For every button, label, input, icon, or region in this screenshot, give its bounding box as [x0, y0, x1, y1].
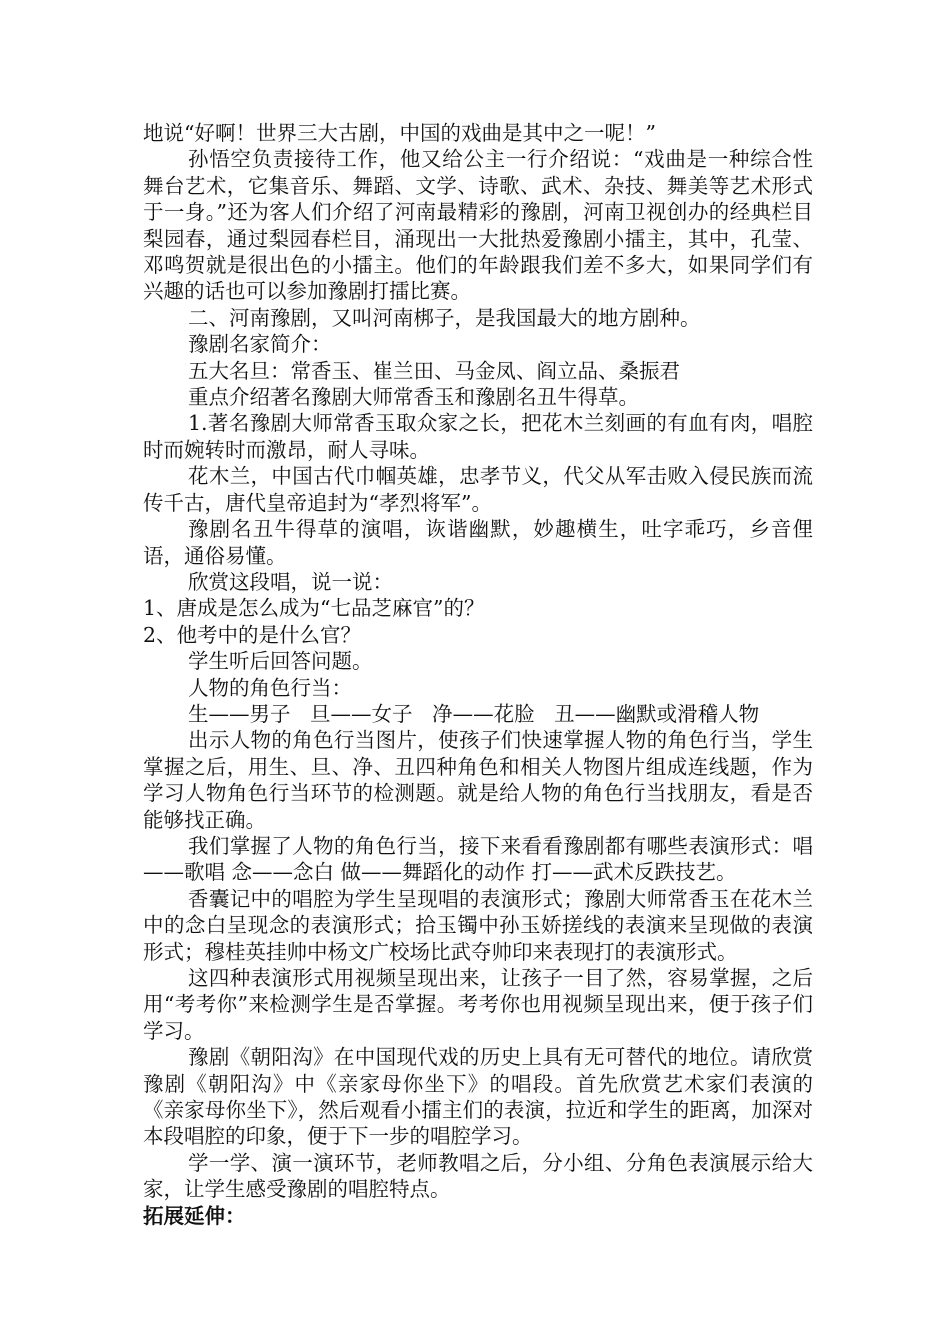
paragraph-listen-prompt: 欣赏这段唱，说一说： — [188, 569, 393, 594]
question-2: 2、他考中的是什么官？ — [143, 622, 362, 647]
paragraph-hua-mulan: 花木兰，中国古代巾帼英雄，忠孝节义，代父从军击败入侵民族而流传千古，唐代皇帝追封为“孝烈将军”。 — [143, 464, 813, 515]
paragraph-five-dan: 五大名旦：常香玉、崔兰田、马金凤、阎立品、桑振君 — [188, 358, 680, 383]
paragraph-performance-forms: 我们掌握了人物的角色行当，接下来看看豫剧都有哪些表演形式：唱——歌唱 念——念白 做——舞蹈化的动作 打——武术反跌技艺。 — [143, 833, 813, 885]
paragraph-chaoyanggou: 豫剧《朝阳沟》在中国现代戏的历史上具有无可替代的地位。请欣赏豫剧《朝阳沟》中《亲家母你坐下》的唱段。首先欣赏艺术家们表演的《亲家母你坐下》，然后观看小擂主们的表演，拉近和学生的距离，加深对本段唱腔的印象，便于下一步的唱腔学习。 — [143, 1045, 813, 1149]
paragraph-role-types-list: 生——男子 旦——女子 净——花脸 丑——幽默或滑稽人物 — [188, 701, 760, 726]
paragraph-continuation: 地说“好啊！世界三大古剧，中国的戏曲是其中之一呢！” — [143, 121, 656, 145]
paragraph-learn-perform: 学一学、演一演环节，老师教唱之后，分小组、分角色表演展示给大家，让学生感受豫剧的唱腔特点。 — [143, 1150, 813, 1202]
paragraph-form-examples: 香囊记中的唱腔为学生呈现唱的表演形式；豫剧大师常香玉在花木兰中的念白呈现念的表演形式；拾玉镯中孙玉娇搓线的表演来呈现做的表演形式；穆桂英挂帅中杨文广校场比武夺帅印来表现打的表演形式。 — [143, 886, 813, 964]
question-1: 1、唐成是怎么成为“七品芝麻官”的？ — [143, 596, 485, 621]
paragraph-niu-decao: 豫剧名丑牛得草的演唱，诙谐幽默，妙趣横生，吐字乖巧，乡音俚语，通俗易懂。 — [143, 517, 813, 568]
paragraph-masters-intro: 豫剧名家简介： — [188, 332, 332, 357]
paragraph-key-masters: 重点介绍著名豫剧大师常香玉和豫剧名丑牛得草。 — [188, 385, 639, 410]
paragraph-chang-xiangyu: 1.著名豫剧大师常香玉取众家之长，把花木兰刻画的有血有肉，唱腔时而婉转时而激昂，耐人寻味。 — [143, 411, 813, 462]
paragraph-video-forms: 这四种表演形式用视频呈现出来，让孩子一目了然，容易掌握，之后用“考考你”来检测学生是否掌握。考考你也用视频呈现出来，便于孩子们学习。 — [143, 966, 813, 1043]
paragraph-role-types-heading: 人物的角色行当： — [188, 675, 352, 700]
paragraph-monkey-king-intro: 孙悟空负责接待工作，他又给公主一行介绍说：“戏曲是一种综合性舞台艺术，它集音乐、舞蹈、文学、诗歌、武术、杂技、舞美等艺术形式于一身。”还为客人们介绍了河南最精彩的豫剧，河南卫视创办的经典栏目梨园春，通过梨园春栏目，涌现出一大批热爱豫剧小擂主，其中，孔莹、邓鸣贺就是很出色的小擂主。他们的年龄跟我们差不多大，如果同学们有兴趣的话也可以参加豫剧打擂比赛。 — [143, 147, 813, 304]
paragraph-henan-opera: 二、河南豫剧，又叫河南梆子，是我国最大的地方剧种。 — [188, 305, 701, 330]
document-page — [143, 120, 813, 1229]
paragraph-role-pictures: 出示人物的角色行当图片，使孩子们快速掌握人物的角色行当，学生掌握之后，用生、旦、净、丑四种角色和相关人物图片组成连线题，作为学习人物角色行当环节的检测题。就是给人物的角色行当找朋友，看是否能够找正确。 — [143, 728, 813, 832]
paragraph-students-answer: 学生听后回答问题。 — [188, 649, 373, 674]
section-heading-extension: 拓展延伸： — [143, 1203, 246, 1228]
